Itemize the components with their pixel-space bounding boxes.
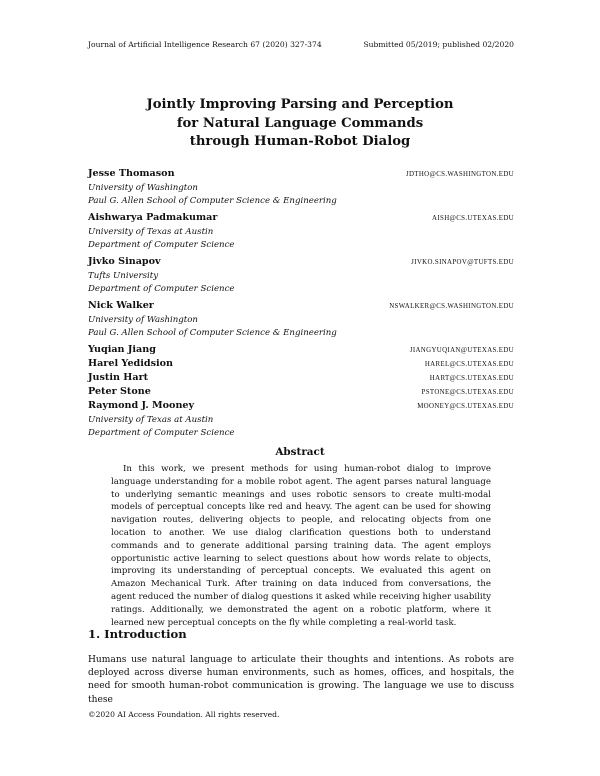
author-name: Nick Walker — [88, 300, 154, 311]
author-row — [88, 212, 514, 226]
author-name: Yuqian Jiang — [88, 344, 156, 355]
author-row — [88, 168, 514, 182]
author-email: JIVKO.SINAPOV@TUFTS.EDU — [411, 259, 514, 266]
author-row — [88, 358, 514, 372]
author-name: Aishwarya Padmakumar — [88, 212, 218, 223]
author-name: Raymond J. Mooney — [88, 400, 195, 411]
author-email: HAREL@CS.UTEXAS.EDU — [424, 361, 514, 368]
copyright-notice: ©2020 AI Access Foundation. All rights reserved. — [88, 710, 280, 719]
journal-citation: Journal of Artificial Intelligence Research 67 (2020) 327-374 — [88, 40, 322, 49]
author-row — [88, 344, 514, 358]
author-row — [88, 400, 514, 414]
author-name: Jesse Thomason — [88, 168, 175, 179]
author-affiliation: Paul G. Allen School of Computer Science & Engineering — [88, 328, 337, 338]
author-affiliation: University of Texas at Austin — [88, 415, 214, 425]
author-row — [88, 300, 514, 314]
author-list — [88, 168, 514, 440]
author-name: Jivko Sinapov — [88, 256, 161, 267]
author-name: Justin Hart — [88, 372, 149, 383]
abstract-paragraph: In this work, we present methods for using human-robot dialog to improve language understanding for a mobile robot agent. The agent parses natural language to underlying semantic meanings and uses robotic sensors to create multi-modal models of perceptual concepts like red and heavy. The agent can be used for showing navigation routes, delivering objects to people, and relocating objects from one location to another. We use dialog clarification questions both to understand commands and to generate additional parsing training data. The agent employs opportunistic active learning to select questions about how words relate to objects, improving its understanding of perceptual concepts. We evaluated this agent on Amazon Mechanical Turk. After training on data induced from conversations, the agent reduced the number of dialog questions it asked while receiving higher usability ratings. Additionally, we demonstrated the agent on a robotic platform, where it learned new perceptual concepts on the fly while completing a real-world task. — [111, 464, 491, 628]
author-affiliation: Department of Computer Science — [88, 428, 235, 438]
author-row — [88, 256, 514, 270]
author-affiliation: Department of Computer Science — [88, 240, 235, 250]
paper-title — [0, 96, 600, 152]
running-header — [88, 40, 514, 49]
author-name: Harel Yedidsion — [88, 358, 174, 369]
author-row — [88, 386, 514, 400]
author-email: MOONEY@CS.UTEXAS.EDU — [417, 403, 514, 410]
section-heading: 1. Introduction — [88, 627, 187, 641]
abstract-text — [111, 463, 491, 629]
author-affiliation: University of Texas at Austin — [88, 227, 214, 237]
author-affiliation: University of Washington — [88, 183, 198, 193]
author-email: AISH@CS.UTEXAS.EDU — [432, 215, 514, 222]
title-line: for Natural Language Commands — [176, 115, 424, 131]
author-affiliation: University of Washington — [88, 315, 198, 325]
section-text — [88, 654, 514, 707]
author-affiliation: Department of Computer Science — [88, 284, 235, 294]
author-email: HART@CS.UTEXAS.EDU — [429, 375, 514, 382]
submission-dates: Submitted 05/2019; published 02/2020 — [363, 40, 514, 49]
title-line: Jointly Improving Parsing and Perception — [146, 97, 454, 112]
abstract-heading: Abstract — [275, 446, 325, 458]
title-line: through Human-Robot Dialog — [189, 134, 411, 149]
author-email: JDTHO@CS.WASHINGTON.EDU — [405, 171, 514, 178]
author-email: PSTONE@CS.UTEXAS.EDU — [421, 389, 514, 396]
author-name: Peter Stone — [88, 386, 151, 397]
author-row — [88, 372, 514, 386]
author-affiliation: Paul G. Allen School of Computer Science & Engineering — [88, 196, 337, 206]
author-affiliation: Tufts University — [88, 271, 159, 281]
author-email: JIANGYUQIAN@UTEXAS.EDU — [409, 347, 514, 354]
author-email: NSWALKER@CS.WASHINGTON.EDU — [389, 303, 514, 310]
intro-paragraph: Humans use natural language to articulate their thoughts and intentions. As robots are deployed across diverse human environments, such as homes, offices, and hospitals, the need for smooth human-robot communication is growing. The language we use to discuss these — [88, 655, 514, 705]
